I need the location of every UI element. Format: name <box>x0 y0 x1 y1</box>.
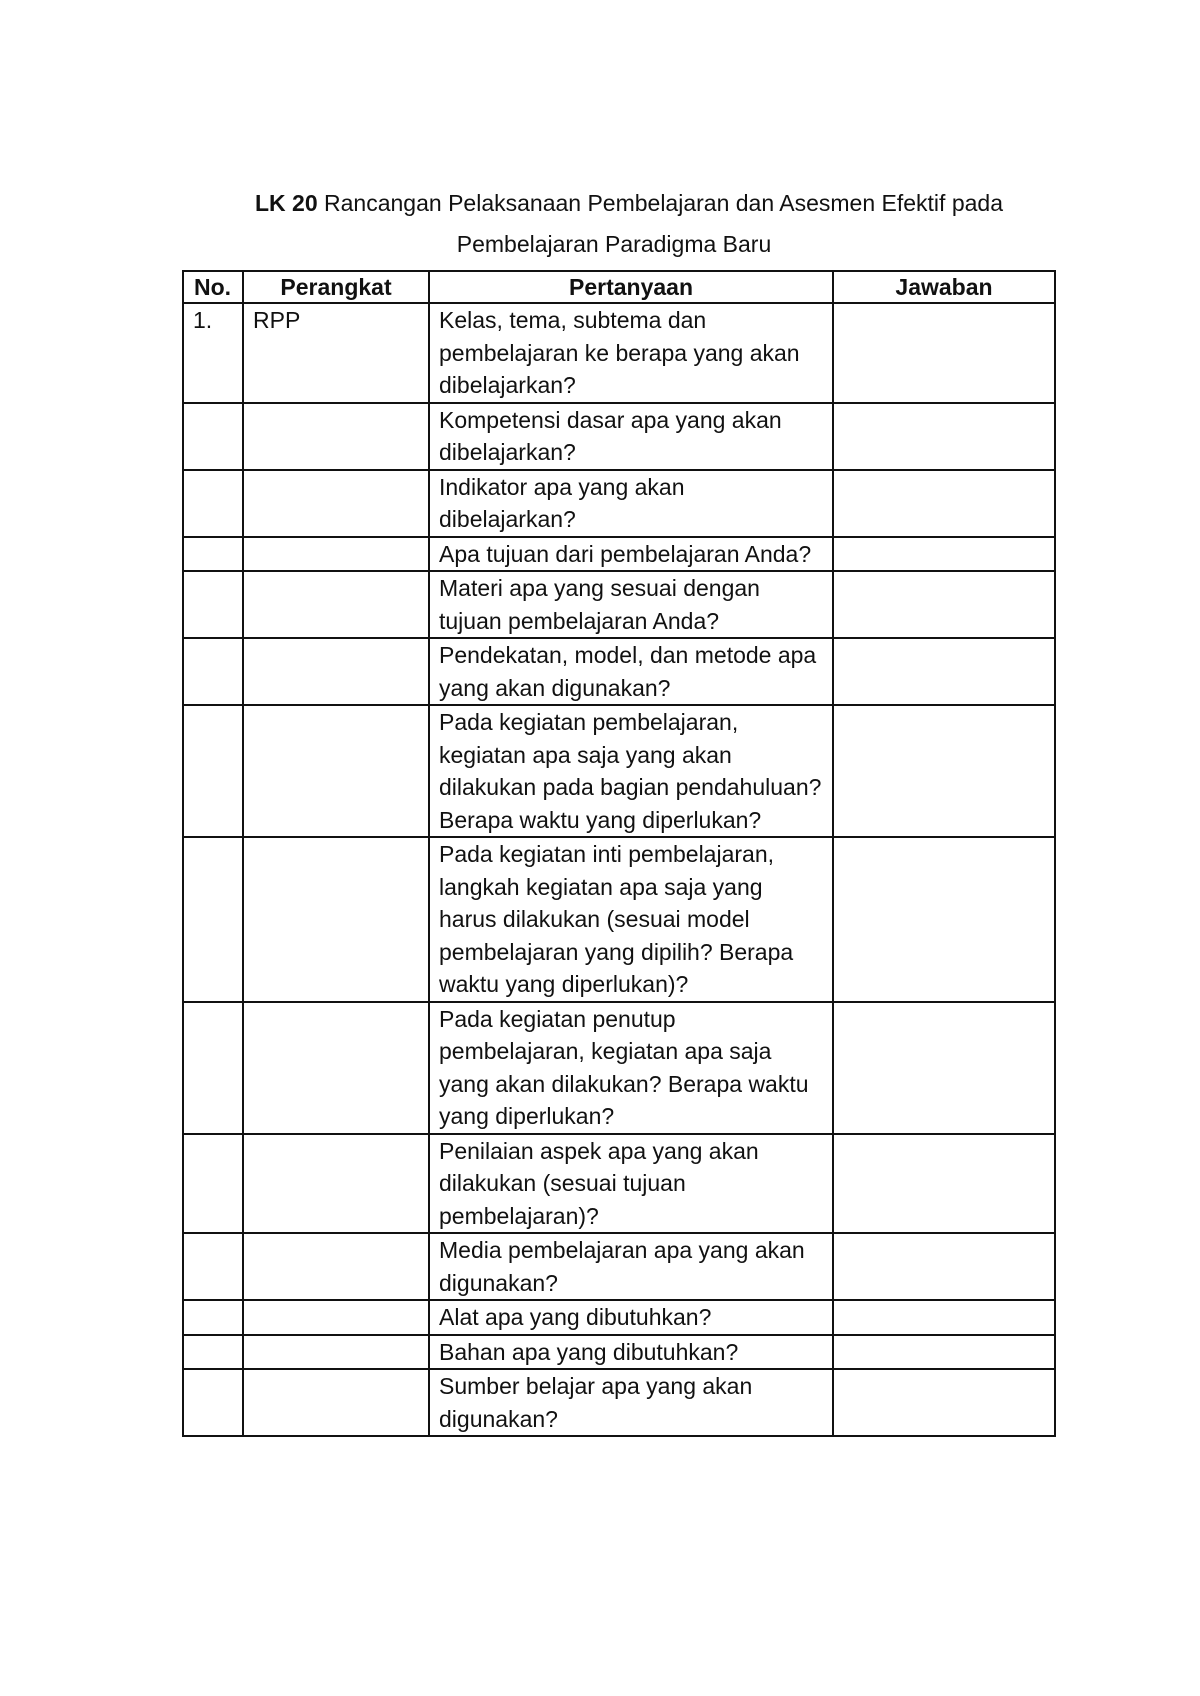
table-row <box>183 403 1055 470</box>
cell-pertanyaan: Pada kegiatan inti pembelajaran, langkah kegiatan apa saja yang harus dilakukan (sesuai model pembelajaran yang dipilih? Berapa waktu yang diperlukan)? <box>429 837 833 1002</box>
cell-perangkat <box>243 470 429 537</box>
cell-no: 1. <box>183 303 243 403</box>
cell-jawaban[interactable] <box>833 571 1055 638</box>
cell-perangkat: RPP <box>243 303 429 403</box>
cell-no <box>183 837 243 1002</box>
cell-perangkat <box>243 537 429 572</box>
table-row <box>183 705 1055 837</box>
cell-pertanyaan: Materi apa yang sesuai dengan tujuan pembelajaran Anda? <box>429 571 833 638</box>
cell-perangkat <box>243 837 429 1002</box>
cell-no <box>183 403 243 470</box>
cell-jawaban[interactable] <box>833 638 1055 705</box>
cell-perangkat <box>243 1300 429 1335</box>
cell-no <box>183 1233 243 1300</box>
cell-pertanyaan: Bahan apa yang dibutuhkan? <box>429 1335 833 1370</box>
cell-no <box>183 571 243 638</box>
cell-pertanyaan: Alat apa yang dibutuhkan? <box>429 1300 833 1335</box>
cell-jawaban[interactable] <box>833 1335 1055 1370</box>
cell-pertanyaan: Pendekatan, model, dan metode apa yang akan digunakan? <box>429 638 833 705</box>
cell-perangkat <box>243 1369 429 1436</box>
cell-pertanyaan: Penilaian aspek apa yang akan dilakukan (sesuai tujuan pembelajaran)? <box>429 1134 833 1234</box>
cell-jawaban[interactable] <box>833 470 1055 537</box>
cell-no <box>183 705 243 837</box>
title-line-2: Pembelajaran Paradigma Baru <box>456 231 772 257</box>
table-row <box>183 571 1055 638</box>
table-row <box>183 1233 1055 1300</box>
header-perangkat: Perangkat <box>243 271 429 303</box>
cell-pertanyaan: Media pembelajaran apa yang akan digunakan? <box>429 1233 833 1300</box>
table-row <box>183 1134 1055 1234</box>
table-row <box>183 1335 1055 1370</box>
table-row <box>183 537 1055 572</box>
cell-no <box>183 1134 243 1234</box>
header-no: No. <box>183 271 243 303</box>
cell-jawaban[interactable] <box>833 1233 1055 1300</box>
cell-perangkat <box>243 705 429 837</box>
table-body <box>183 303 1055 1436</box>
cell-pertanyaan: Indikator apa yang akan dibelajarkan? <box>429 470 833 537</box>
title-line-1 <box>0 188 1200 218</box>
cell-perangkat <box>243 403 429 470</box>
cell-no <box>183 1002 243 1134</box>
cell-perangkat <box>243 1134 429 1234</box>
table-row <box>183 1300 1055 1335</box>
cell-jawaban[interactable] <box>833 1002 1055 1134</box>
table-row <box>183 303 1055 403</box>
cell-no <box>183 638 243 705</box>
table-row <box>183 1002 1055 1134</box>
cell-pertanyaan: Pada kegiatan penutup pembelajaran, kegiatan apa saja yang akan dilakukan? Berapa waktu yang diperlukan? <box>429 1002 833 1134</box>
cell-perangkat <box>243 1335 429 1370</box>
cell-jawaban[interactable] <box>833 1300 1055 1335</box>
cell-pertanyaan: Apa tujuan dari pembelajaran Anda? <box>429 537 833 572</box>
table-row <box>183 638 1055 705</box>
cell-no <box>183 1369 243 1436</box>
cell-pertanyaan: Kompetensi dasar apa yang akan dibelajarkan? <box>429 403 833 470</box>
cell-no <box>183 470 243 537</box>
header-jawaban: Jawaban <box>833 271 1055 303</box>
cell-pertanyaan: Pada kegiatan pembelajaran, kegiatan apa saja yang akan dilakukan pada bagian pendahuluan? Berapa waktu yang diperlukan? <box>429 705 833 837</box>
table-header-row <box>183 271 1055 303</box>
title-code: LK 20 <box>255 190 318 216</box>
cell-pertanyaan: Kelas, tema, subtema dan pembelajaran ke berapa yang akan dibelajarkan? <box>429 303 833 403</box>
cell-jawaban[interactable] <box>833 837 1055 1002</box>
table-row <box>183 837 1055 1002</box>
cell-pertanyaan: Sumber belajar apa yang akan digunakan? <box>429 1369 833 1436</box>
cell-perangkat <box>243 1233 429 1300</box>
worksheet-table <box>182 270 1056 1437</box>
header-pertanyaan: Pertanyaan <box>429 271 833 303</box>
cell-perangkat <box>243 571 429 638</box>
title-text-1: Rancangan Pelaksanaan Pembelajaran dan Asesmen Efektif pada <box>317 190 1003 216</box>
cell-jawaban[interactable] <box>833 1369 1055 1436</box>
cell-no <box>183 1300 243 1335</box>
table-row <box>183 1369 1055 1436</box>
cell-jawaban[interactable] <box>833 1134 1055 1234</box>
cell-perangkat <box>243 638 429 705</box>
cell-jawaban[interactable] <box>833 705 1055 837</box>
cell-perangkat <box>243 1002 429 1134</box>
cell-no <box>183 1335 243 1370</box>
cell-jawaban[interactable] <box>833 303 1055 403</box>
cell-jawaban[interactable] <box>833 537 1055 572</box>
cell-no <box>183 537 243 572</box>
table-row <box>183 470 1055 537</box>
cell-jawaban[interactable] <box>833 403 1055 470</box>
